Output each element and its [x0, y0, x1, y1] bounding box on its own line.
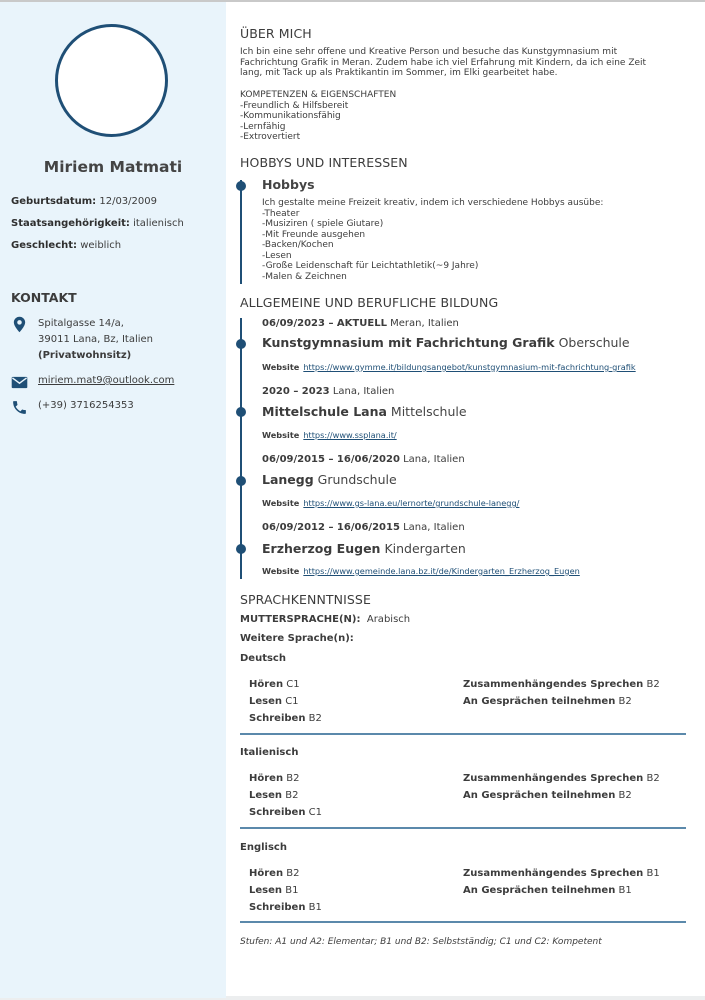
language-writing: Schreiben B2 — [249, 713, 322, 724]
timeline-dot — [236, 339, 246, 349]
languages-heading: SPRACHKENNTNISSE — [240, 592, 371, 607]
language-writing: Schreiben C1 — [249, 807, 322, 818]
education-timeline-line — [240, 318, 242, 579]
education-website: Website https://www.gemeinde.lana.bz.it/de/Kindergarten_Erzherzog_Eugen — [262, 566, 580, 576]
about-heading: ÜBER MICH — [240, 26, 312, 41]
language-listening: Hören B2 — [249, 773, 300, 784]
language-name: Englisch — [240, 842, 287, 853]
mother-tongue: MUTTERSPRACHE(N): Arabisch — [240, 614, 411, 625]
education-title: Lanegg Grundschule — [262, 472, 397, 487]
phone-icon — [11, 399, 28, 416]
profile-photo-circle — [55, 24, 168, 137]
birth-date: Geburtsdatum: 12/03/2009 — [11, 196, 157, 207]
timeline-dot — [236, 544, 246, 554]
hobbies-list: Ich gestalte meine Freizeit kreativ, indem ich verschiedene Hobbys ausübe: -Theater -Musiziren ( spiele Giutare) -Mit Freunde ausgehen -Backen/Kochen -Lesen -Große Leidenschaft für Leichtathletik(~9 Jahre) -Malen & Zeichnen — [262, 198, 604, 282]
education-website: Website https://www.ssplana.it/ — [262, 430, 397, 440]
hobbies-title: Hobbys — [262, 177, 315, 192]
language-spoken-interaction: An Gesprächen teilnehmen B2 — [463, 790, 632, 801]
education-title: Kunstgymnasium mit Fachrichtung Grafik Oberschule — [262, 335, 630, 350]
nationality: Staatsangehörigkeit: italienisch — [11, 218, 184, 229]
education-date: 06/09/2023 – AKTUELL Meran, Italien — [262, 318, 459, 329]
language-levels-footnote: Stufen: A1 und A2: Elementar; B1 und B2: Selbstständig; C1 und C2: Kompetent — [240, 937, 602, 947]
timeline-dot — [236, 181, 246, 191]
location-pin-icon — [11, 316, 28, 333]
language-divider — [240, 827, 686, 829]
gender: Geschlecht: weiblich — [11, 240, 122, 251]
sidebar — [0, 2, 226, 998]
person-name: Miriem Matmati — [43, 158, 183, 176]
language-spoken-production: Zusammenhängendes Sprechen B2 — [463, 679, 660, 690]
hobbies-timeline-line — [240, 180, 242, 284]
skills-list: KOMPETENZEN & EIGENSCHAFTEN -Freundlich & Hilfsbereit -Kommunikationsfähig -Lernfähig -Extrovertiert — [240, 90, 397, 142]
education-website: Website https://www.gs-lana.eu/lernorte/grundschule-lanegg/ — [262, 498, 520, 508]
timeline-dot — [236, 407, 246, 417]
website-link[interactable]: https://www.gs-lana.eu/lernorte/grundschule-lanegg/ — [303, 498, 520, 508]
language-divider — [240, 921, 686, 923]
contact-heading: KONTAKT — [11, 290, 77, 305]
address: Spitalgasse 14/a, 39011 Lana, Bz, Italien (Privatwohnsitz) — [38, 318, 154, 361]
language-name: Deutsch — [240, 653, 286, 664]
language-spoken-interaction: An Gesprächen teilnehmen B1 — [463, 885, 632, 896]
language-reading: Lesen C1 — [249, 696, 299, 707]
education-date: 2020 – 2023 Lana, Italien — [262, 386, 395, 397]
language-listening: Hören C1 — [249, 679, 300, 690]
education-title: Erzherzog Eugen Kindergarten — [262, 541, 466, 556]
email-link[interactable]: miriem.mat9@outlook.com — [38, 375, 175, 386]
language-divider — [240, 733, 686, 735]
hobbies-heading: HOBBYS UND INTERESSEN — [240, 155, 408, 170]
language-listening: Hören B2 — [249, 868, 300, 879]
phone-number: (+39) 3716254353 — [38, 400, 134, 411]
education-website: Website https://www.gymme.it/bildungsangebot/kunstgymnasium-mit-fachrichtung-grafik — [262, 362, 636, 372]
website-link[interactable]: https://www.gymme.it/bildungsangebot/kunstgymnasium-mit-fachrichtung-grafik — [303, 362, 636, 372]
language-spoken-interaction: An Gesprächen teilnehmen B2 — [463, 696, 632, 707]
language-name: Italienisch — [240, 747, 299, 758]
language-reading: Lesen B1 — [249, 885, 299, 896]
language-writing: Schreiben B1 — [249, 902, 322, 913]
language-spoken-production: Zusammenhängendes Sprechen B2 — [463, 773, 660, 784]
language-spoken-production: Zusammenhängendes Sprechen B1 — [463, 868, 660, 879]
further-languages-label: Weitere Sprache(n): — [240, 633, 354, 644]
email-icon — [11, 374, 28, 391]
website-link[interactable]: https://www.gemeinde.lana.bz.it/de/Kindergarten_Erzherzog_Eugen — [303, 566, 580, 576]
language-reading: Lesen B2 — [249, 790, 299, 801]
education-date: 06/09/2015 – 16/06/2020 Lana, Italien — [262, 454, 465, 465]
education-date: 06/09/2012 – 16/06/2015 Lana, Italien — [262, 522, 465, 533]
website-link[interactable]: https://www.ssplana.it/ — [303, 430, 397, 440]
timeline-dot — [236, 476, 246, 486]
education-title: Mittelschule Lana Mittelschule — [262, 404, 467, 419]
education-heading: ALLGEMEINE UND BERUFLICHE BILDUNG — [240, 295, 499, 310]
about-text: Ich bin eine sehr offene und Kreative Person und besuche das Kunstgymnasium mit Fachrichtung Grafik in Meran. Zudem habe ich viel Erfahrung mit Kindern, da ich eine Zeit lang, mit Tack up als Praktikantin im Sommer, im Elki gearbeitet habe. — [240, 47, 647, 78]
